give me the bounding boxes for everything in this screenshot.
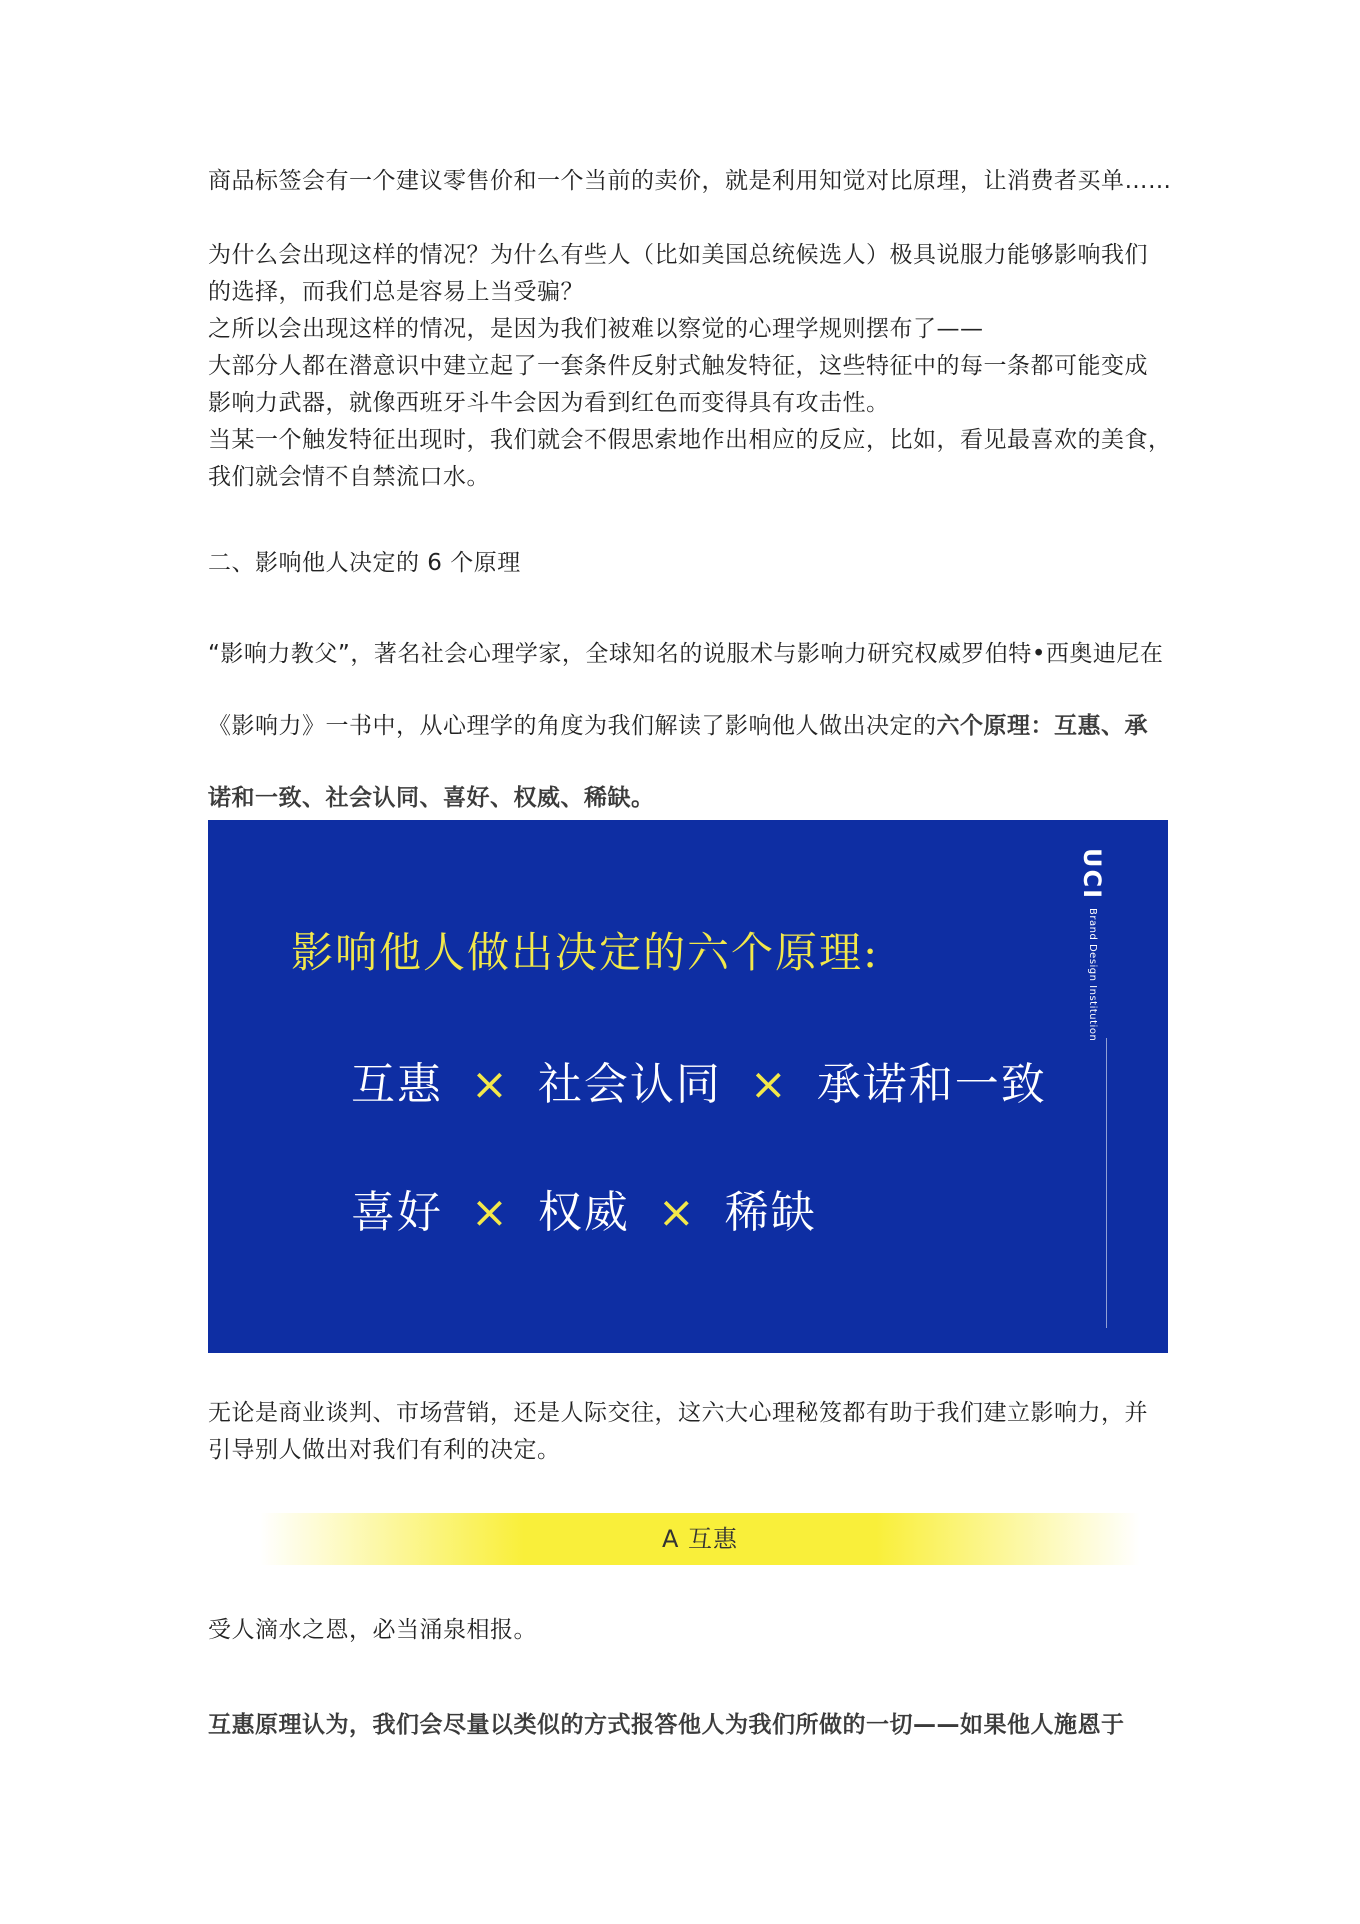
- proverb-paragraph: [208, 1612, 1168, 1649]
- principle-label: 喜好: [351, 1187, 443, 1238]
- why-paragraph: [208, 237, 1172, 496]
- text-line: 商品标签会有一个建议零售价和一个当前的卖价，就是利用知觉对比原理，让消费者买单……: [208, 168, 1172, 194]
- conclusion-paragraph: [208, 1395, 1168, 1469]
- principles-figure: [208, 820, 1168, 1353]
- principle-label: 互惠: [351, 1059, 443, 1110]
- principle-label: 权威: [537, 1187, 630, 1238]
- cross-icon: ×: [657, 1187, 697, 1238]
- cross-icon: ×: [471, 1187, 510, 1238]
- brand-subtitle: Brand Design Institution: [1087, 908, 1098, 1042]
- cross-icon: ×: [749, 1059, 789, 1110]
- bold-text-segment: 六个原理：互惠、承: [936, 713, 1148, 739]
- text-line: 我们就会情不自禁流口水。: [208, 464, 490, 490]
- cialdini-paragraph: [208, 618, 1168, 834]
- text-line: 的选择，而我们总是容易上当受骗？: [208, 279, 584, 305]
- text-line: “影响力教父”，著名社会心理学家，全球知名的说服术与影响力研究权威罗伯特•西奥迪尼在: [208, 641, 1164, 667]
- text-line: 当某一个触发特征出现时，我们就会不假思索地作出相应的反应，比如，看见最喜欢的美食，: [208, 427, 1172, 453]
- text-line: 影响力武器，就像西班牙斗牛会因为看到红色而变得具有攻击性。: [208, 390, 890, 416]
- text-line: 无论是商业谈判、市场营销，还是人际交往，这六大心理秘笈都有助于我们建立影响力，并: [208, 1400, 1148, 1426]
- reciprocity-paragraph: [208, 1707, 1168, 1744]
- brand-name: UCI: [1078, 848, 1106, 901]
- text-line: 受人滴水之恩，必当涌泉相报。: [208, 1617, 537, 1643]
- principles-row: [351, 1048, 1047, 1112]
- section-heading: 二、影响他人决定的 6 个原理: [208, 550, 521, 576]
- section-a-banner: [260, 1513, 1140, 1565]
- intro-paragraph: [208, 163, 1172, 200]
- text-line: 引导别人做出对我们有利的决定。: [208, 1437, 561, 1463]
- principle-label: 承诺和一致: [816, 1059, 1047, 1110]
- principles-row: [351, 1176, 817, 1240]
- text-line: 之所以会出现这样的情况，是因为我们被难以察觉的心理学规则摆布了——: [208, 316, 984, 342]
- text-line: [208, 690, 1168, 762]
- cross-icon: ×: [471, 1059, 510, 1110]
- bold-text-line: 互惠原理认为，我们会尽量以类似的方式报答他人为我们所做的一切——如果他人施恩于: [208, 1712, 1125, 1738]
- brand-logo: [1072, 848, 1112, 1058]
- principle-label: 稀缺: [724, 1187, 817, 1238]
- section-a-label: A 互惠: [661, 1525, 739, 1553]
- text-segment: 《影响力》一书中，从心理学的角度为我们解读了影响他人做出决定的: [208, 713, 937, 739]
- text-line: 为什么会出现这样的情况？为什么有些人（比如美国总统候选人）极具说服力能够影响我们: [208, 242, 1148, 268]
- principle-label: 社会认同: [537, 1059, 722, 1110]
- text-line: 大部分人都在潜意识中建立起了一套条件反射式触发特征，这些特征中的每一条都可能变成: [208, 353, 1148, 379]
- figure-title: 影响他人做出决定的六个原理:: [291, 928, 880, 977]
- bold-text-line: 诺和一致、社会认同、喜好、权威、稀缺。: [208, 785, 655, 811]
- divider: [1106, 1038, 1107, 1328]
